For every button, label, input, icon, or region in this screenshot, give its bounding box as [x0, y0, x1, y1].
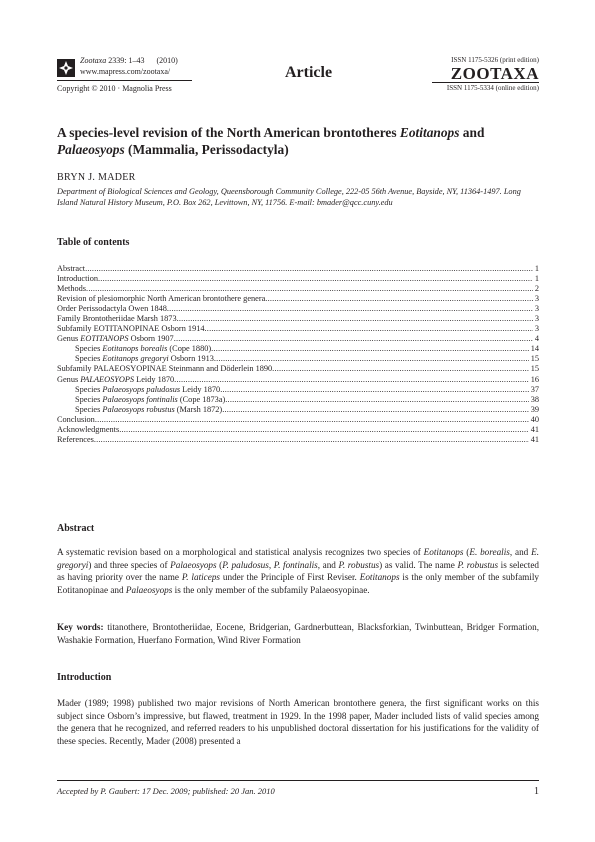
toc-entry[interactable]	[57, 304, 539, 314]
toc-entry-page: 3	[534, 324, 539, 334]
toc-entry[interactable]	[57, 344, 539, 354]
toc-entry-page: 3	[534, 304, 539, 314]
toc-entry[interactable]	[57, 425, 539, 435]
title-genus-palaeosyops: Palaeosyops	[57, 142, 125, 157]
accepted-published-note: Accepted by P. Gaubert: 17 Dec. 2009; published: 20 Jan. 2010	[57, 786, 275, 796]
toc-entry-label: Species Eotitanops borealis (Cope 1880)	[75, 344, 212, 354]
toc-entry[interactable]	[57, 314, 539, 324]
footer-rule	[57, 780, 539, 781]
toc-entry-label: Conclusion	[57, 414, 95, 424]
toc-entry-page: 3	[534, 314, 539, 324]
toc-leader-dots	[205, 324, 533, 334]
toc-leader-dots	[98, 274, 533, 284]
toc-leader-dots	[225, 395, 528, 405]
toc-entry[interactable]	[57, 415, 539, 425]
toc-entry-page: 41	[530, 434, 539, 444]
zootaxa-brand: ZOOTAXA	[450, 64, 539, 83]
issn-online: ISSN 1175-5334 (online edition)	[446, 84, 539, 92]
toc-entry-label: References	[57, 434, 94, 444]
toc-leader-dots	[94, 435, 529, 445]
toc-entry-page: 1	[534, 274, 539, 284]
toc-entry-label: Introduction	[57, 274, 99, 284]
abstract-text: A systematic revision based on a morphological and statistical analysis recognizes two species of Eotitanops (E. borealis, and E. gregoryi) and three species of Palaeosyops (P. paludosus, P. fontinalis, and P. robustus) as valid. The name P. robustus is selected as having priority over the name P. laticeps under the Principle of First Reviser. Eotitanops is the only member of the subfamily Eotitanopinae and Palaeosyops is the only member of the subfamily Palaeosyopinae.	[57, 547, 540, 595]
toc-entry[interactable]	[57, 395, 539, 405]
toc-entry-page: 40	[530, 414, 539, 424]
toc-entry[interactable]	[57, 385, 539, 395]
toc-entry-page: 1	[534, 264, 539, 273]
toc-entry-label: Genus PALAEOSYOPS Leidy 1870	[57, 374, 175, 384]
toc-leader-dots	[174, 375, 529, 385]
toc-entry[interactable]	[57, 435, 539, 445]
toc-entry[interactable]	[57, 274, 539, 284]
toc-entry-label: Family Brontotheriidae Marsh 1873	[57, 314, 177, 324]
table-of-contents	[57, 264, 539, 445]
toc-leader-dots	[220, 385, 529, 395]
journal-year: (2010)	[156, 56, 178, 65]
header-rule-right	[432, 82, 539, 83]
toc-leader-dots	[272, 364, 529, 374]
introduction-heading: Introduction	[57, 672, 112, 683]
toc-leader-dots	[214, 354, 529, 364]
toc-entry-page: 39	[530, 404, 539, 414]
toc-entry[interactable]	[57, 284, 539, 294]
toc-entry-label: Acknowledgments	[57, 424, 120, 434]
toc-entry-label: Species Eotitanops gregoryi Osborn 1913	[75, 354, 214, 364]
toc-entry-label: Order Perissodactyla Owen 1848	[57, 304, 167, 314]
toc-leader-dots	[85, 264, 533, 274]
issn-print: ISSN 1175-5326 (print edition)	[451, 56, 539, 64]
article-label: Article	[285, 64, 333, 81]
toc-entry[interactable]	[57, 364, 539, 374]
abstract-heading: Abstract	[57, 523, 95, 534]
toc-entry-label: Species Palaeosyops robustus (Marsh 1872)	[75, 404, 223, 414]
header-rule-left	[57, 80, 192, 81]
journal-name: Zootaxa	[80, 56, 107, 65]
copyright: Copyright © 2010 · Magnolia Press	[57, 84, 172, 93]
toc-leader-dots	[177, 314, 533, 324]
toc-entry[interactable]	[57, 334, 539, 344]
toc-entry-page: 41	[530, 424, 539, 434]
toc-entry-label: Revision of plesiomorphic North American brontothere genera	[57, 294, 266, 304]
author-name: BRYN J. MADER	[57, 172, 136, 183]
toc-entry-page: 15	[530, 364, 539, 374]
toc-entry[interactable]	[57, 324, 539, 334]
toc-entry-page: 16	[530, 374, 539, 384]
journal-issue: 2339: 1–43	[108, 56, 145, 65]
journal-url[interactable]: www.mapress.com/zootaxa/	[80, 67, 171, 76]
keywords-label: Key words:	[57, 622, 104, 632]
toc-entry[interactable]	[57, 354, 539, 364]
toc-entry-page: 14	[530, 344, 539, 354]
toc-entry[interactable]	[57, 405, 539, 415]
toc-entry-page: 3	[534, 294, 539, 304]
toc-leader-dots	[174, 334, 533, 344]
toc-entry-label: Species Palaeosyops paludosus Leidy 1870	[75, 384, 221, 394]
toc-entry-page: 2	[534, 284, 539, 294]
toc-entry[interactable]	[57, 264, 539, 274]
toc-entry-label: Abstract	[57, 264, 86, 273]
toc-entry-label: Methods	[57, 284, 87, 294]
journal-logo	[57, 59, 75, 77]
toc-leader-dots	[211, 344, 529, 354]
author-affiliation: Department of Biological Sciences and Geology, Queensborough Community College, 222-05 56th Avenue, Bayside, NY, 11364-1497. Long Island Natural History Museum, P.O. Box 262, Levittown, NY, 11756. E-mail: bmader@qcc.cuny.edu	[57, 187, 521, 207]
toc-entry-page: 4	[534, 334, 539, 344]
toc-entry-page: 37	[530, 384, 539, 394]
magnolia-logo-icon	[57, 59, 75, 77]
journal-citation	[80, 56, 178, 66]
toc-leader-dots	[222, 405, 529, 415]
page-number: 1	[534, 786, 539, 797]
toc-leader-dots	[265, 294, 533, 304]
toc-heading: Table of contents	[57, 237, 130, 248]
toc-entry-label: Species Palaeosyops fontinalis (Cope 1873a)	[75, 394, 226, 404]
toc-leader-dots	[167, 304, 533, 314]
keywords	[57, 621, 539, 646]
toc-entry-label: Genus EOTITANOPS Osborn 1907	[57, 334, 174, 344]
toc-entry-page: 15	[530, 354, 539, 364]
keywords-text: titanothere, Brontotheriidae, Eocene, Bridgerian, Gardnerbuttean, Blacksforkian, Twinbuttean, Bridger Formation, Washakie Formation, Huerfano Formation, Wind River Formation	[57, 622, 539, 645]
toc-leader-dots	[86, 284, 533, 294]
toc-entry[interactable]	[57, 294, 539, 304]
title-genus-eotitanops: Eotitanops	[399, 125, 460, 140]
toc-entry-label: Subfamily PALAEOSYOPINAE Steinmann and Döderlein 1890	[57, 364, 273, 374]
paper-title: A species-level revision of the North American brontotheres Eotitanops and Palaeosyops (Mammalia, Perissodactyla)	[57, 125, 485, 157]
toc-entry[interactable]	[57, 375, 539, 385]
toc-leader-dots	[95, 415, 529, 425]
toc-entry-label: Subfamily EOTITANOPINAE Osborn 1914	[57, 324, 205, 334]
introduction-text: Mader (1989; 1998) published two major revisions of North American brontothere genera, the first significant works on this subject since Osborn’s impressive, but flawed, treatment in 1929. In the 1998 paper, Mader included lists of valid species among the genera that he recognized, and referred readers to his unpublished doctoral dissertation for his justifications for the validity of these species. Recently, Mader (2008) presented a	[57, 698, 539, 746]
toc-leader-dots	[119, 425, 528, 435]
toc-entry-page: 38	[530, 394, 539, 404]
